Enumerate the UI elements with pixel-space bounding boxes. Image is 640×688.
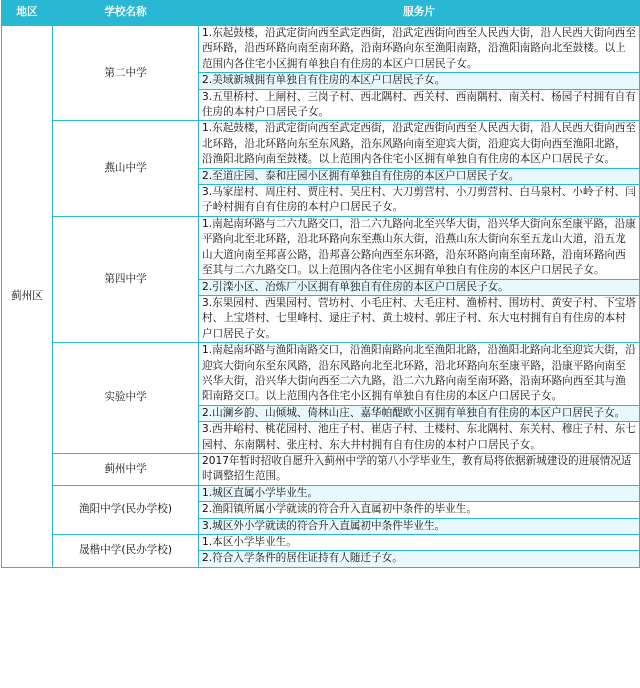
service-item: 1.城区直属小学毕业生。 bbox=[199, 485, 640, 501]
school-name: 燕山中学 bbox=[53, 121, 199, 216]
table-row bbox=[2, 453, 640, 485]
service-item: 3.西井峪村、桃花园村、池庄子村、崔店子村、土楼村、东北隅村、东关村、穆庄子村、东七园村、东南隅村、张庄村、东大井村拥有自有住房的本村户口居民子女。 bbox=[199, 422, 640, 454]
header-row bbox=[2, 1, 640, 26]
service-item: 2.山澜乡韵、山倾城、倚林山庄、嘉华帕醍欧小区拥有单独自有住房的本区户口居民子女。 bbox=[199, 405, 640, 421]
school-name: 晟楷中学(民办学校) bbox=[53, 535, 199, 568]
service-item: 2.至道庄园、泰和庄园小区拥有单独自有住房的本区户口居民子女。 bbox=[199, 168, 640, 184]
table-row bbox=[2, 485, 640, 501]
service-item: 2017年暂时招收自愿升入蓟州中学的第八小学毕业生，教育局将依据新城建设的进展情况适时调整招生范围。 bbox=[199, 453, 640, 485]
header-district: 地区 bbox=[2, 1, 53, 26]
service-item: 2.引滦小区、冶炼厂小区拥有单独自有住房的本区户口居民子女。 bbox=[199, 279, 640, 295]
header-service: 服务片 bbox=[199, 1, 640, 26]
school-name: 蓟州中学 bbox=[53, 453, 199, 485]
school-name: 第四中学 bbox=[53, 216, 199, 342]
service-item: 2.渔阳镇所属小学就读的符合升入直属初中条件的毕业生。 bbox=[199, 502, 640, 518]
service-item: 3.马家崖村、周庄村、贾庄村、吴庄村、大刀剪营村、小刀剪营村、白马泉村、小岭子村、闫子岭村拥有自有住房的本村户口居民子女。 bbox=[199, 185, 640, 217]
school-name: 实验中学 bbox=[53, 343, 199, 454]
service-item: 1.东起鼓楼，沿武定街向西至武定西街，沿武定西街向西至人民西大街，沿人民西大街向西至西环路，沿西环路向南至南环路，沿南环路向东至渔阳南路，沿渔阳南路向北至鼓楼。以上范围内各住宅小区拥有单独自有住房的本区户口居民子女。 bbox=[199, 26, 640, 73]
service-item: 3.东果园村、西果园村、营坊村、小毛庄村、大毛庄村、渔桥村、围坊村、黄安子村、下宝塔村、上宝塔村、七里峰村、逯庄子村、黄土坡村、郭庄子村、东大屯村拥有自有住房的本村户口居民子女。 bbox=[199, 295, 640, 342]
service-item: 2.符合入学条件的居住证持有人随迁子女。 bbox=[199, 551, 640, 567]
service-item: 2.美域新城拥有单独自有住房的本区户口居民子女。 bbox=[199, 73, 640, 89]
service-item: 1.东起鼓楼，沿武定街向西至武定西街，沿武定西街向西至人民西大街，沿人民西大街向西至北环路，沿北环路向东至东风路，沿东风路向南至迎宾大街，沿迎宾大街向西至渔阳北路，沿渔阳北路向南至鼓楼。以上范围内各住宅小区拥有单独自有住房的本区户口居民子女。 bbox=[199, 121, 640, 168]
service-item: 1.南起南环路与二六九路交口，沿二六九路向北至兴华大街，沿兴华大街向东至康平路，沿康平路向北至北环路，沿北环路向东至燕山东大街，沿燕山东大街向东至五龙山大道，沿五龙山大道向南至邦喜公路，沿邦喜公路向西至东环路，沿东环路向南至南环路，沿南环路向西至其与二六九路交口。以上范围内各住宅小区拥有单独自有住房的本区户口居民子女。 bbox=[199, 216, 640, 279]
table-row bbox=[2, 343, 640, 406]
district-cell: 蓟州区 bbox=[2, 26, 53, 568]
service-item: 1.南起南环路与渔阳南路交口，沿渔阳南路向北至渔阳北路，沿渔阳北路向北至迎宾大街，沿迎宾大街向东至东风路，沿东风路向北至北环路，沿北环路向东至康平路，沿康平路向南至兴华大街，沿兴华大街向西至二六九路，沿二六九路向南至南环路，沿南环路向西至其与渔阳南路交口。以上范围内各住宅小区拥有单独自有住房的本区户口居民子女。 bbox=[199, 343, 640, 406]
service-item: 1.本区小学毕业生。 bbox=[199, 535, 640, 551]
table-row bbox=[2, 26, 640, 73]
enrollment-table bbox=[1, 0, 640, 568]
service-item: 3.城区外小学就读的符合升入直属初中条件毕业生。 bbox=[199, 518, 640, 534]
table-row bbox=[2, 121, 640, 168]
table-row bbox=[2, 535, 640, 551]
school-name: 第二中学 bbox=[53, 26, 199, 121]
school-name: 渔阳中学(民办学校) bbox=[53, 485, 199, 534]
header-school: 学校名称 bbox=[53, 1, 199, 26]
service-item: 3.五里桥村、上闸村、三岗子村、西北隅村、西关村、西南隅村、南关村、杨园子村拥有自有住房的本村户口居民子女。 bbox=[199, 89, 640, 121]
table-row bbox=[2, 216, 640, 279]
